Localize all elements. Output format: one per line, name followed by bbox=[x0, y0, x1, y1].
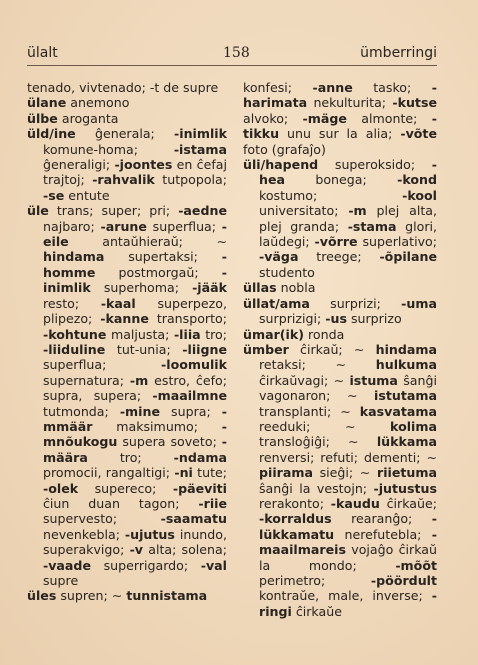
left-column bbox=[27, 80, 227, 604]
dictionary-entry: ülane anemono bbox=[27, 95, 130, 111]
dictionary-entry: ümar(ik) ronda bbox=[243, 326, 345, 342]
header-right-guideword: ümberringi bbox=[360, 45, 437, 61]
dictionary-entry: üle trans; super; pri; -aedne najbaro; -arune superflua; -eile antaŭhieraŭ; ∼ hindama supertaksi; -homme postmorgaŭ; -inimlik superhoma; -jääk resto; -kaal superpezo, plipezo; -kanne transporto; -kohtune maljusta; -liia tro; -liiduline tut-unia; -liigne superflua; -loomulik supernatura; -m estro, ĉefo; supra, supera; -maailmne tutmonda; -mine supra; -mmäär maksimumo; -mnõukogu supera soveto; -määra tro; -ndama promocii, rangaltigi; -ni tute; -olek supereco; -päeviti ĉiun duan tagon; -riie supervesto; -saamatu nevenkebla; -ujutus inundo, superakvigo; -v alta; solena; -vaade superrigardo; -val supre bbox=[27, 203, 227, 588]
dictionary-entry: konfesi; -anne tasko; -harimata nekulturita; -kutse alvoko; -mäge almonte; -tikku unu sur la alia; -võte foto (grafaĵo) bbox=[243, 80, 437, 157]
dictionary-entry: üld/ine ĝenerala; -inimlik komune-homa; -istama ĝeneraligi; -joontes en ĉefaj trajtoj; -rahvalik tutpopola; -se entute bbox=[27, 126, 228, 203]
dictionary-entry: üllas nobla bbox=[243, 280, 316, 296]
dictionary-entry: üli/hapend superoksido; -hea bonega; -kond kostumo; -kool universitato; -m plej alta, plej granda; -stama glori, laŭdegi; -võrre superlativo; -väga treege; -õpilane studento bbox=[243, 157, 438, 280]
dictionary-entry: ümber ĉirkaŭ; ∼ hindama retaksi; ∼ hulkuma ĉirkaŭvagi; ∼ istuma ŝanĝi vagonaron; ∼ istutama transplanti; ∼ kasvatama reeduki; ∼ kolima transloĝiĝi; ∼ lükkama renversi; refuti; dementi; ∼ piirama sieĝi; ∼ riietuma ŝanĝi la vestojn; -jutustus rerakonto; -kaudu ĉirkaŭe; -korraldus rearanĝo; -lükkamatu nerefutebla; -maailmareis vojaĝo ĉirkaŭ la mondo; -mõõt perimetro; -pöördult kontraŭe, male, inverse; -ringi ĉirkaŭe bbox=[243, 341, 437, 619]
dictionary-entry: üllat/ama surprizi; -uma surprizigi; -us surprizo bbox=[243, 295, 437, 327]
right-column bbox=[243, 80, 437, 619]
page-number: 158 bbox=[223, 45, 250, 61]
dictionary-entry: ülbe aroganta bbox=[27, 110, 119, 126]
page-header bbox=[27, 43, 437, 66]
dictionary-entry: üles supren; ∼ tunnistama bbox=[27, 588, 208, 604]
header-left-guideword: ülalt bbox=[27, 45, 58, 61]
dictionary-entry: tenado, vivtenado; -t de supre bbox=[27, 80, 219, 95]
